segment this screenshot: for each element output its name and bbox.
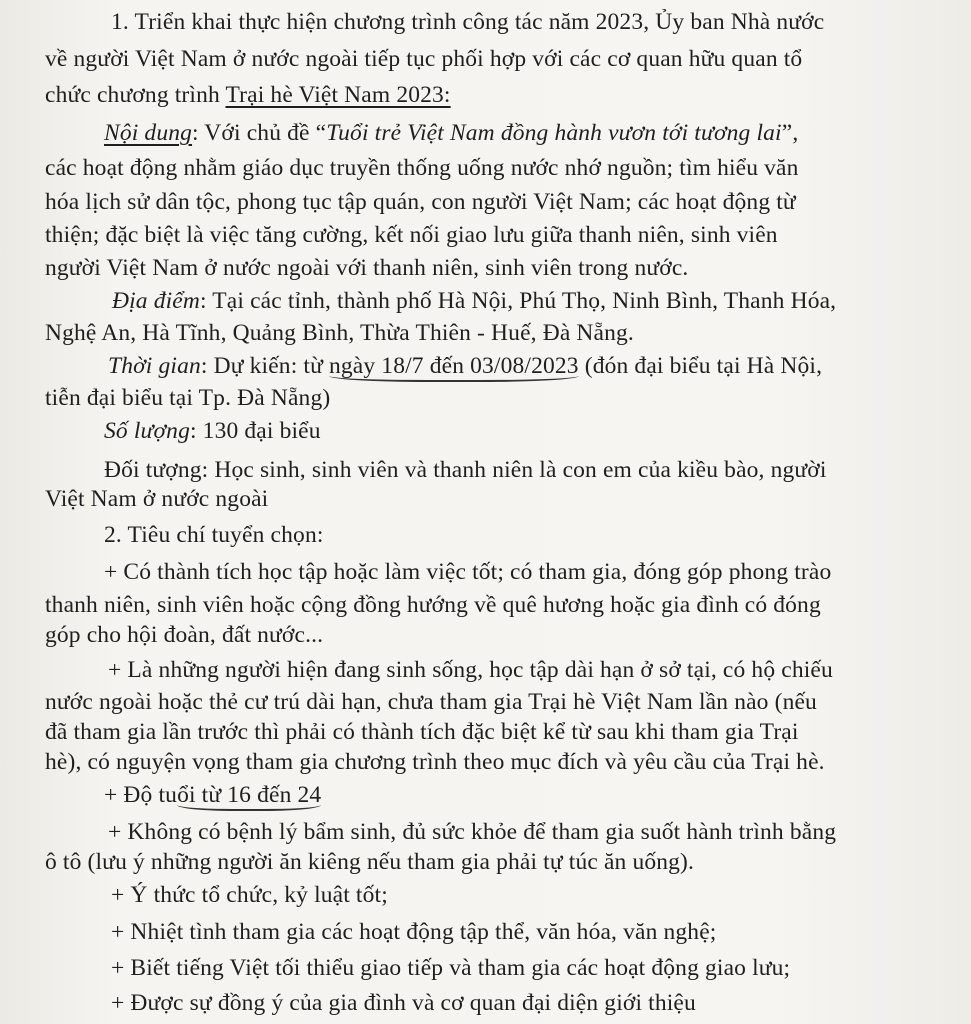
thoi-gian-line2: tiễn đại biểu tại Tp. Đà Nẵng) <box>45 385 331 411</box>
dia-diem-text: : Tại các tỉnh, thành phố Hà Nội, Phú Thọ, Ninh Bình, Thanh Hóa, <box>200 288 837 314</box>
noi-dung-label: Nội dung <box>104 120 193 146</box>
so-luong-line <box>104 416 321 446</box>
thoi-gian-post: (đón đại biểu tại Hà Nội, <box>578 353 823 379</box>
thoi-gian-dates: ngày 18/7 đến 03/08/2023 <box>329 353 579 382</box>
so-luong-value: : 130 đại biểu <box>189 418 321 444</box>
criterion1-line2: thanh niên, sinh viên hoặc cộng đồng hướng về quê hương hoặc gia đình có đóng <box>45 592 821 618</box>
doi-tuong-line1: Đối tượng: Học sinh, sinh viên và thanh niên là con em của kiều bào, người <box>104 457 827 483</box>
criterion3-pre: + Độ tu <box>104 782 178 808</box>
program-name-underlined: Trại hè Việt Nam 2023: <box>225 82 451 108</box>
criterion1-line1: + Có thành tích học tập hoặc làm việc tốt; có tham gia, đóng góp phong trào <box>104 559 832 585</box>
noi-dung-line1 <box>104 118 798 148</box>
dia-diem-line1 <box>112 286 836 316</box>
noi-dung-line2: các hoạt động nhằm giáo dục truyền thống uống nước nhớ nguồn; tìm hiểu văn <box>45 155 799 181</box>
dia-diem-label: Địa điểm <box>112 288 201 314</box>
noi-dung-line3: hóa lịch sử dân tộc, phong tục tập quán, con người Việt Nam; các hoạt động từ <box>45 189 796 215</box>
section2-heading: 2. Tiêu chí tuyển chọn: <box>104 522 324 548</box>
criterion2-line3: đã tham gia lần trước thì phải có thành tích đặc biệt kể từ sau khi tham gia Trại <box>45 719 799 745</box>
section1-line3-text: chức chương trình <box>45 82 226 108</box>
criterion8-line: + Được sự đồng ý của gia đình và cơ quan đại diện giới thiệu <box>111 990 696 1016</box>
section1-line3 <box>45 80 451 110</box>
dia-diem-line2: Nghệ An, Hà Tĩnh, Quảng Bình, Thừa Thiên - Huế, Đà Nẵng. <box>45 320 634 346</box>
criterion5-line: + Ý thức tổ chức, kỷ luật tốt; <box>111 882 388 908</box>
thoi-gian-pre: : Dự kiến: từ <box>200 353 329 379</box>
noi-dung-end: ”, <box>781 120 799 146</box>
section1-line2: về người Việt Nam ở nước ngoài tiếp tục phối hợp với các cơ quan hữu quan tổ <box>45 46 803 72</box>
criterion7-line: + Biết tiếng Việt tối thiểu giao tiếp và tham gia các hoạt động giao lưu; <box>111 955 791 981</box>
criterion1-line3: góp cho hội đoàn, đất nước... <box>45 622 324 648</box>
thoi-gian-label: Thời gian <box>108 353 201 379</box>
noi-dung-line4: thiện; đặc biệt là việc tăng cường, kết nối giao lưu giữa thanh niên, sinh viên <box>45 222 778 248</box>
criterion4-line2: ô tô (lưu ý những người ăn kiêng nếu tham gia phải tự túc ăn uống). <box>45 849 695 875</box>
criterion2-line1: + Là những người hiện đang sinh sống, học tập dài hạn ở sở tại, có hộ chiếu <box>108 657 833 683</box>
section1-line1: 1. Triển khai thực hiện chương trình công tác năm 2023, Ủy ban Nhà nước <box>111 9 825 35</box>
criterion2-line4: hè), có nguyện vọng tham gia chương trình theo mục đích và yêu cầu của Trại hè. <box>45 749 825 775</box>
age-range-underlined: ổi từ 16 đến 24 <box>177 782 321 811</box>
thoi-gian-line1 <box>108 351 822 381</box>
noi-dung-line5: người Việt Nam ở nước ngoài với thanh niên, sinh viên trong nước. <box>45 255 689 281</box>
criterion3-line <box>104 780 321 810</box>
criterion2-line2: nước ngoài hoặc thẻ cư trú dài hạn, chưa tham gia Trại hè Việt Nam lần nào (nếu <box>45 689 817 715</box>
noi-dung-theme: Tuổi trẻ Việt Nam đồng hành vươn tới tương lai <box>326 120 782 146</box>
noi-dung-sep: : Với chủ đề “ <box>192 120 327 146</box>
so-luong-label: Số lượng <box>104 418 190 444</box>
doi-tuong-line2: Việt Nam ở nước ngoài <box>45 486 269 512</box>
criterion6-line: + Nhiệt tình tham gia các hoạt động tập thể, văn hóa, văn nghệ; <box>111 919 717 945</box>
criterion4-line1: + Không có bệnh lý bẩm sinh, đủ sức khỏe để tham gia suốt hành trình bằng <box>108 819 837 845</box>
